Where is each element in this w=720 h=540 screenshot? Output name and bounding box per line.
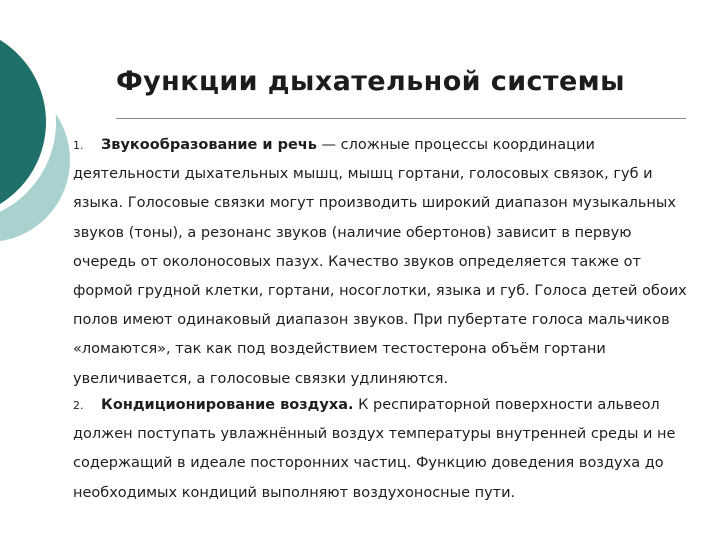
item-heading: Звукообразование и речь <box>101 137 317 153</box>
item-text: — сложные процессы координации деятельности дыхательных мышц, мышц гортани, голосовых связок, губ и языка. Голосовые связки могут производить широкий диапазон музыкальных звуков (тоны), а резонанс звуков (наличие обертонов) зависит в первую очередь от околоносовых пазух. Качество звуков определяется также от формой грудной клетки, гортани, носоглотки, языка и губ. Голоса детей обоих полов имеют одинаковый диапазон звуков. При пубертате голоса мальчиков «ломаются», так как под воздействием тестостерона объём гортани увеличивается, а голосовые связки удлиняются. <box>73 137 687 387</box>
item-heading: Кондиционирование воздуха. <box>101 397 354 413</box>
slide-title: Функции дыхательной системы <box>116 66 625 97</box>
list-number: 1. <box>73 139 84 152</box>
list-number: 2. <box>73 399 84 412</box>
decorative-circles <box>0 0 72 300</box>
list-item <box>73 391 691 508</box>
list-item <box>73 131 691 394</box>
title-divider <box>116 118 686 119</box>
item-text: К респираторной поверхности альвеол должен поступать увлажнённый воздух температуры внутренней среды и не содержащий в идеале посторонних частиц. Функцию доведения воздуха до необходимых кондиций выполняют воздухоносные пути. <box>73 397 676 501</box>
